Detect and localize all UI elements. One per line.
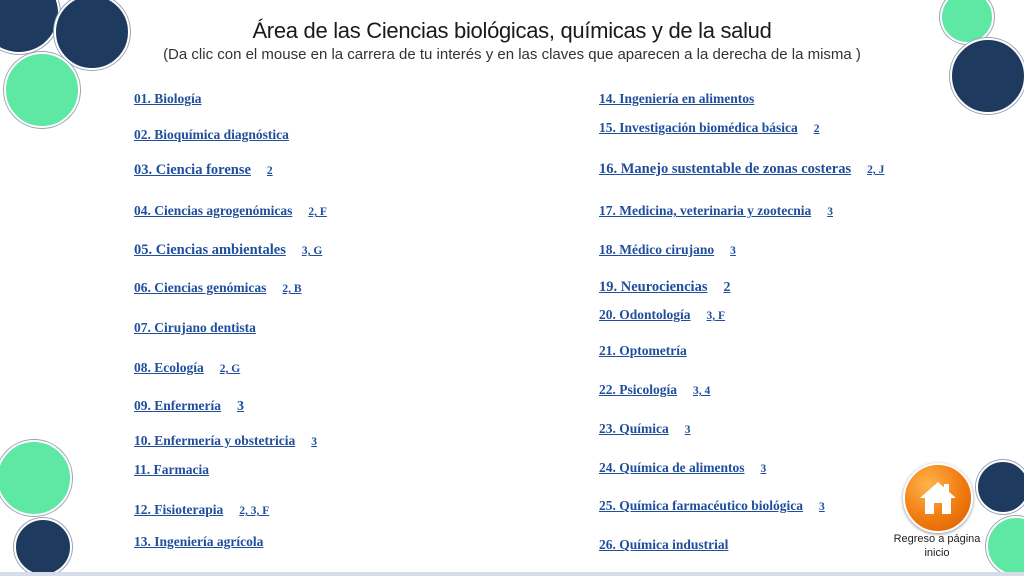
career-link[interactable]: 12. Fisioterapia [134,502,224,517]
career-link[interactable]: 19. Neurociencias [599,279,708,295]
career-row [599,306,725,324]
career-link[interactable]: 09. Enfermería [134,398,221,413]
career-row [599,278,730,296]
career-link[interactable]: 23. Química [599,421,669,436]
career-row [134,279,302,297]
career-code-link[interactable]: 2 [813,123,820,135]
home-label-line: inicio [924,547,950,559]
career-code-link[interactable]: 2, B [282,283,302,295]
career-row [134,126,289,144]
page-title: Área de las Ciencias biológicas, químicas y de la salud [252,18,772,43]
career-link[interactable]: 15. Investigación biomédica básica [599,120,798,135]
career-link[interactable]: 01. Biología [134,91,202,106]
home-label [880,532,994,560]
career-code-link[interactable]: 2 [723,280,731,295]
career-code-link[interactable]: 3 [730,245,736,257]
career-row [599,342,687,360]
career-link[interactable]: 16. Manejo sustentable de zonas costeras [599,161,852,177]
career-row [599,536,728,554]
career-link[interactable]: 14. Ingeniería en alimentos [599,91,755,106]
career-row [599,241,736,259]
career-link[interactable]: 10. Enfermería y obstetricia [134,433,296,448]
career-link[interactable]: 06. Ciencias genómicas [134,280,267,295]
career-row [599,119,820,137]
bottom-bar [0,572,1024,576]
career-link[interactable]: 17. Medicina, veterinaria y zootecnia [599,203,812,218]
career-code-link[interactable]: 2, 3, F [239,505,270,517]
career-row [599,160,884,178]
career-link[interactable]: 03. Ciencia forense [134,162,251,178]
career-row [134,397,244,415]
career-row [134,461,209,479]
career-row [134,241,322,259]
career-row [134,90,202,108]
career-code-link[interactable]: 2, J [867,164,885,176]
career-row [134,202,327,220]
career-link[interactable]: 24. Química de alimentos [599,460,745,475]
career-row [134,501,269,519]
career-code-link[interactable]: 3, F [706,310,726,322]
career-row [134,432,317,450]
home-button[interactable] [903,463,973,533]
decor-circle [0,440,72,516]
career-link[interactable]: 20. Odontología [599,307,691,322]
career-link[interactable]: 25. Química farmacéutico biológica [599,498,803,513]
career-link[interactable]: 02. Bioquímica diagnóstica [134,127,289,142]
career-row [599,202,833,220]
career-row [599,497,825,515]
career-code-link[interactable]: 3 [684,424,691,436]
career-link[interactable]: 18. Médico cirujano [599,242,715,257]
decor-circle [14,518,72,576]
career-link[interactable]: 05. Ciencias ambientales [134,242,286,258]
career-code-link[interactable]: 2 [266,165,273,177]
career-code-link[interactable]: 2, G [219,363,241,375]
career-code-link[interactable]: 3 [818,501,825,513]
career-link[interactable]: 07. Cirujano dentista [134,320,256,335]
career-row [599,381,710,399]
career-link[interactable]: 26. Química industrial [599,537,729,552]
career-row [599,420,691,438]
career-link[interactable]: 08. Ecología [134,360,204,375]
career-code-link[interactable]: 3, G [301,245,323,257]
career-code-link[interactable]: 2, F [308,206,327,218]
career-code-link[interactable]: 3 [236,399,244,414]
career-row [134,319,256,337]
career-link[interactable]: 22. Psicología [599,382,677,397]
home-label-line: Regreso a página [893,533,981,545]
career-link[interactable]: 21. Optometría [599,343,687,358]
career-link[interactable]: 11. Farmacia [134,462,209,477]
decor-circle [4,52,80,128]
home-icon [918,480,958,516]
career-row [599,90,754,108]
page-subtitle: (Da clic con el mouse en la carrera de tu interés y en las claves que aparecen a la derecha de la misma ) [163,46,861,63]
career-code-link[interactable]: 3, 4 [693,385,711,397]
career-link[interactable]: 13. Ingeniería agrícola [134,534,264,549]
career-code-link[interactable]: 3 [311,436,317,448]
career-row [134,161,273,179]
decor-circle [976,460,1024,514]
career-code-link[interactable]: 3 [760,463,767,475]
career-link[interactable]: 04. Ciencias agrogenómicas [134,203,293,218]
career-row [599,459,766,477]
career-code-link[interactable]: 3 [827,206,833,218]
career-row [134,533,263,551]
career-row [134,359,240,377]
